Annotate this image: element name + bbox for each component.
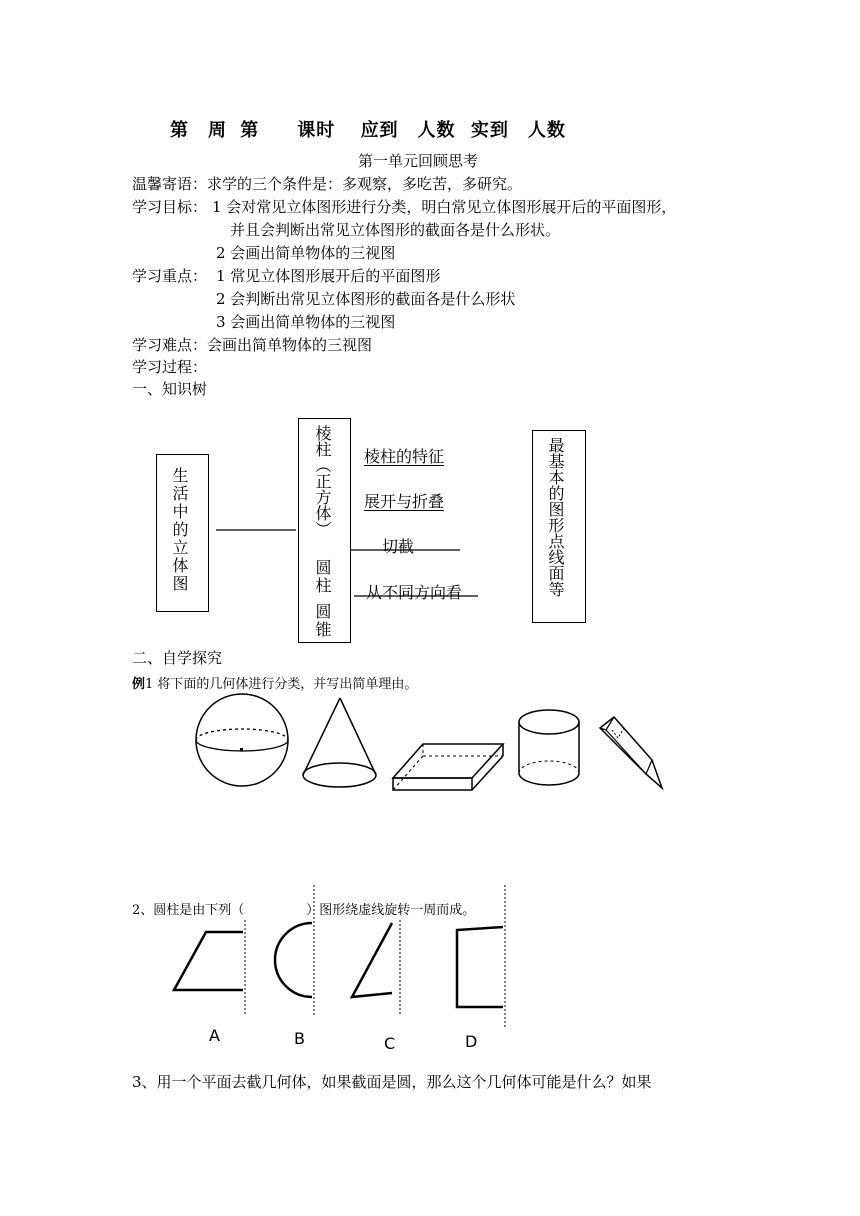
option-d-label: D: [465, 1032, 478, 1051]
process-label: 学习过程：: [132, 358, 208, 376]
motto: 温馨寄语：求学的三个条件是：多观察，多吃苦，多研究。: [132, 175, 523, 193]
cuboid-shape: [393, 744, 503, 790]
option-c-shape: [352, 923, 392, 997]
header-expected: 应到 人数: [360, 120, 456, 141]
goals-line-1: 1 会对常见立体图形进行分类，明白常见立体图形展开后的平面图形，: [212, 198, 677, 216]
keypoints-line-3: 3 会画出简单物体的三视图: [216, 313, 396, 331]
option-c-label: C: [384, 1034, 396, 1053]
pencil-prism-shape: [600, 717, 662, 788]
example-text: 1 将下面的几何体进行分类，并写出简单理由。: [145, 677, 418, 692]
tree-right-text: 最基本的图形点线面等: [546, 437, 565, 597]
option-b-shape: [275, 923, 312, 997]
option-a-label: A: [209, 1026, 220, 1045]
rotation-options-figure: [0, 880, 860, 1040]
section-self-study: 二、自学探究: [132, 649, 223, 667]
solids-figure: [0, 690, 860, 810]
unit-title: 第一单元回顾思考: [358, 152, 479, 170]
cylinder-shape: [519, 710, 579, 785]
tree-branch-2: 展开与折叠: [364, 492, 445, 511]
goals-line-3: 2 会画出简单物体的三视图: [216, 244, 396, 262]
section-knowledge-tree: 一、知识树: [132, 380, 208, 398]
q2-before: 2、圆柱是由下列（: [132, 903, 245, 918]
cone-shape: [303, 698, 376, 787]
question-3: 3、用一个平面去截几何体，如果截面是圆，那么这个几何体可能是什么？如果: [132, 1073, 652, 1091]
keypoints-line-1: 1 常见立体图形展开后的平面图形: [216, 267, 441, 285]
header-week: 第 周: [170, 120, 227, 141]
tree-middle-cone: 圆锥: [313, 603, 332, 639]
tree-left-text: 生活中的立体图: [170, 467, 189, 593]
tree-middle-box: [298, 418, 351, 643]
tree-branch-4: 从不同方向看: [366, 583, 463, 602]
q2-after: ）图形绕虚线旋转一周而成。: [306, 903, 476, 918]
keypoints-label: 学习重点：: [132, 267, 208, 285]
header-actual: 实到 人数: [470, 120, 566, 141]
header-lesson: 第 课时: [240, 120, 336, 141]
tree-right-box: [532, 430, 586, 623]
difficulty: 学习难点：会画出简单物体的三视图: [132, 336, 373, 354]
goals-line-2: 并且会判断出常见立体图形的截面各是什么形状。: [230, 221, 561, 239]
tree-branch-1: 棱柱的特征: [364, 447, 445, 466]
goals-label: 学习目标：: [132, 198, 208, 216]
tree-middle-cylinder: 圆柱: [313, 559, 332, 595]
sphere-shape: [196, 694, 288, 786]
tree-middle-prism: 棱柱（正方体）: [313, 425, 332, 537]
tree-branch-3: 切截: [382, 537, 415, 556]
keypoints-line-2: 2 会判断出常见立体图形的截面各是什么形状: [216, 290, 516, 308]
option-a-shape: [174, 932, 243, 990]
option-b-label: B: [294, 1029, 305, 1048]
example-label: 例: [132, 677, 146, 692]
option-d-shape: [457, 927, 503, 1007]
